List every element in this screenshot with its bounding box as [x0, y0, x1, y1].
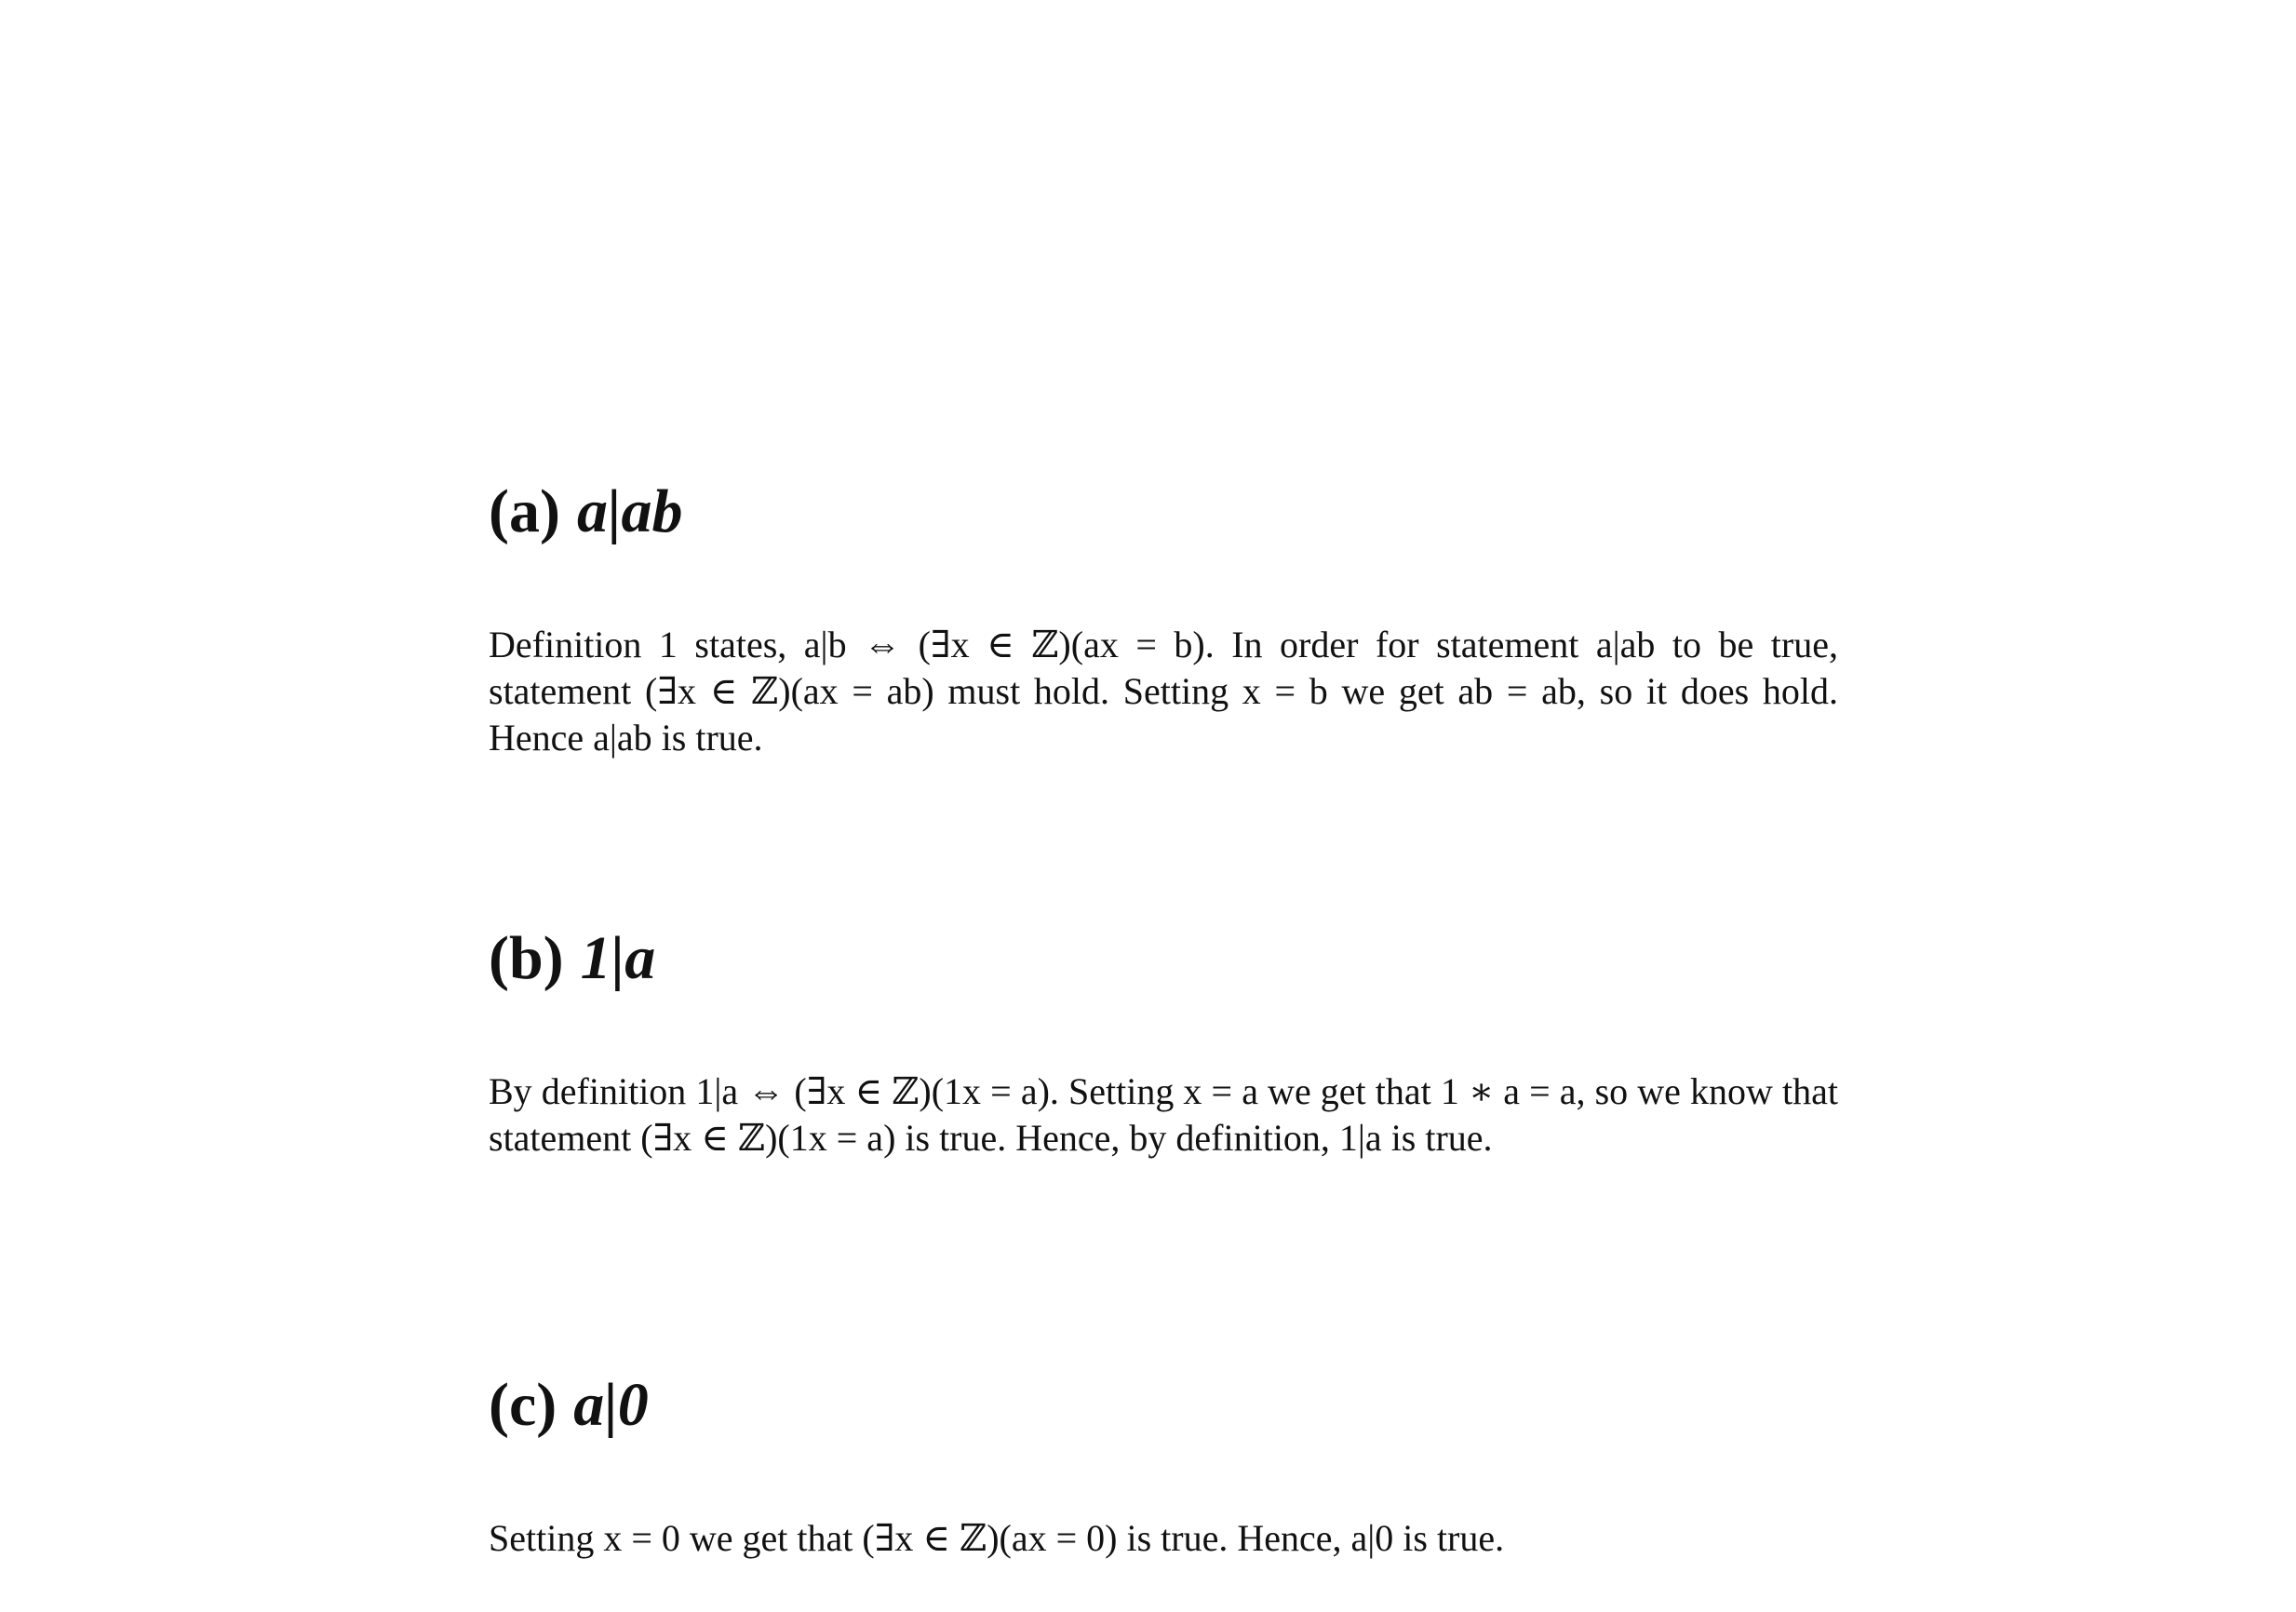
section-label-a: (a) — [489, 477, 560, 545]
section-b — [489, 921, 1838, 1162]
section-paragraph-a: Definition 1 states, a|b ⇔ (∃x ∈ ℤ)(ax = b). In order for statement a|ab to be true, statement (∃x ∈ ℤ)(ax = ab) must hold. Setting x = b we get ab = ab, so it does hold. Hence a|ab is true. — [489, 624, 1838, 759]
section-heading-b — [489, 921, 1838, 996]
section-heading-c — [489, 1368, 1838, 1443]
section-label-c: (c) — [489, 1371, 557, 1439]
section-expression-a: a|ab — [576, 477, 683, 545]
section-paragraph-c: Setting x = 0 we get that (∃x ∈ ℤ)(ax = 0) is true. Hence, a|0 is true. — [489, 1517, 1505, 1559]
section-label-b: (b) — [489, 924, 564, 992]
section-heading-a — [489, 475, 1838, 549]
section-c — [489, 1368, 1838, 1562]
section-paragraph-b: By definition 1|a ⇔ (∃x ∈ ℤ)(1x = a). Setting x = a we get that 1 ∗ a = a, so we know that statement (∃x ∈ ℤ)(1x = a) is true. Hence, by definition, 1|a is true. — [489, 1070, 1838, 1159]
section-expression-c: a|0 — [573, 1371, 649, 1439]
section-a — [489, 475, 1838, 761]
section-expression-b: 1|a — [580, 924, 656, 992]
